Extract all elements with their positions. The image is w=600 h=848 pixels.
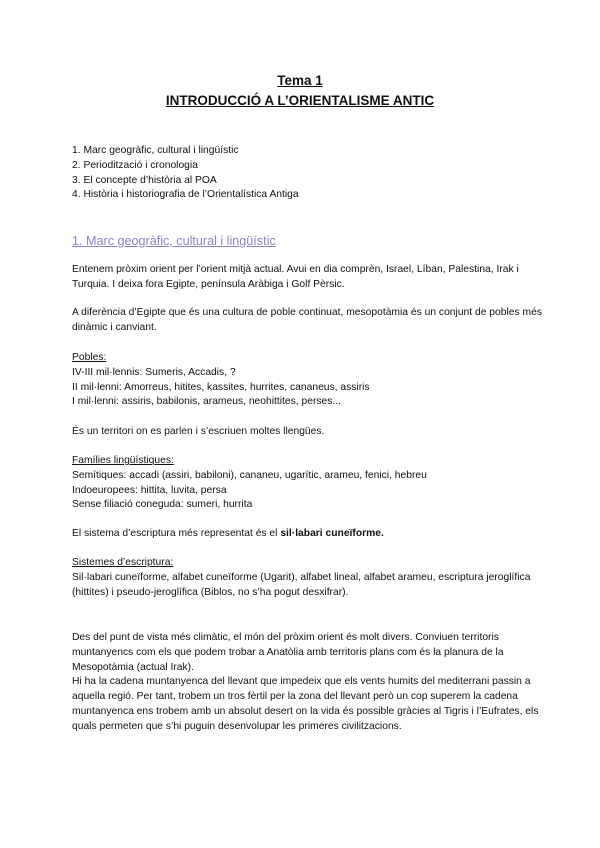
pobles-list	[72, 351, 542, 410]
families-label: Famílies lingüístiques:	[72, 455, 174, 466]
paragraph-languages	[72, 425, 542, 440]
table-of-contents	[72, 144, 542, 203]
sentence-start: El sistema d’escriptura més representat és el	[72, 528, 281, 539]
emphasis-text: sil·labari cuneïforme.	[280, 528, 384, 539]
sistemes-label: Sistemes d’escriptura:	[72, 557, 174, 568]
paragraph-text: A diferència d’Egipte que és una cultura de poble continuat, mesopotàmia és un conjunt de pobles més dinàmic i canviant.	[72, 307, 542, 333]
paragraph-text: Entenem pròxim orient per l’orient mitjà actual. Avui en dia comprèn, Israel, Líban, Palestina, Irak i Turquia. I deixa fora Egipte, península Aràbiga i Golf Pèrsic.	[72, 264, 519, 290]
paragraph-writing-system	[72, 527, 542, 542]
toc-item: 2. Periodització i cronologia	[72, 159, 198, 171]
topic-number: Tema 1	[277, 73, 323, 88]
list-item: Semítiques: accadi (assiri, babiloni), cananeu, ugarític, arameu, fenici, hebreu	[72, 469, 427, 481]
toc-item: 1. Marc geogràfic, cultural i lingüístic	[72, 145, 239, 156]
list-item: Indoeuropees: hittita, luvita, persa	[72, 484, 227, 496]
list-item: Sense filiació coneguda: sumeri, hurrita	[72, 499, 253, 511]
paragraph-climate	[72, 631, 542, 735]
section-heading: 1. Marc geogràfic, cultural i lingüístic	[72, 234, 276, 248]
paragraph-text: És un territori on es parlen i s’escriuen moltes llengües.	[72, 426, 325, 437]
list-item: I mil·lenni: assiris, babilonis, arameus, neohittites, perses...	[72, 396, 341, 408]
document-title: INTRODUCCIÓ A L’ORIENTALISME ANTIC	[165, 93, 435, 108]
writing-systems	[72, 556, 542, 600]
families-list	[72, 454, 542, 513]
pobles-label: Pobles:	[72, 352, 107, 363]
paragraph-text: Des del punt de vista més climàtic, el món del pròxim orient és molt divers. Conviuen territoris muntanyencs com els que podem trobar a Anatòlia amb territoris plans com és la planura de la Mesopotàmia (actual Irak).	[72, 632, 504, 673]
paragraph-text: Sil·labari cuneïforme, alfabet cuneïforme (Ugarit), alfabet lineal, alfabet arameu, escriptura jeroglífica (hittites) i pseudo-jeroglífica (Biblos, no s’ha pogut desxifrar).	[72, 571, 531, 598]
paragraph-text: Hi ha la cadena muntanyenca del llevant que impedeix que els vents humits del mediterrani passin a aquella regió. Per tant, trobem un tros fèrtil per la zona del llevant però un cop superem la cadena muntanyenca ens trobem amb un absolut desert on la vida és possible gràcies al Tigris i l’Eufrates, els quals permeten que s’hi puguin desenvolupar les primeres civilitzacions.	[72, 676, 539, 732]
toc-item: 4. Història i historiografia de l’Orientalística Antiga	[72, 189, 299, 201]
list-item: II mil·lenni: Amorreus, hitites, kassites, hurrites, cananeus, assiris	[72, 381, 370, 393]
toc-item: 3. El concepte d’història al POA	[72, 174, 217, 186]
paragraph-comparison	[72, 306, 542, 336]
list-item: IV-III mil·lennis: Sumeris, Accadis, ?	[72, 366, 236, 378]
paragraph-definition	[72, 263, 542, 293]
